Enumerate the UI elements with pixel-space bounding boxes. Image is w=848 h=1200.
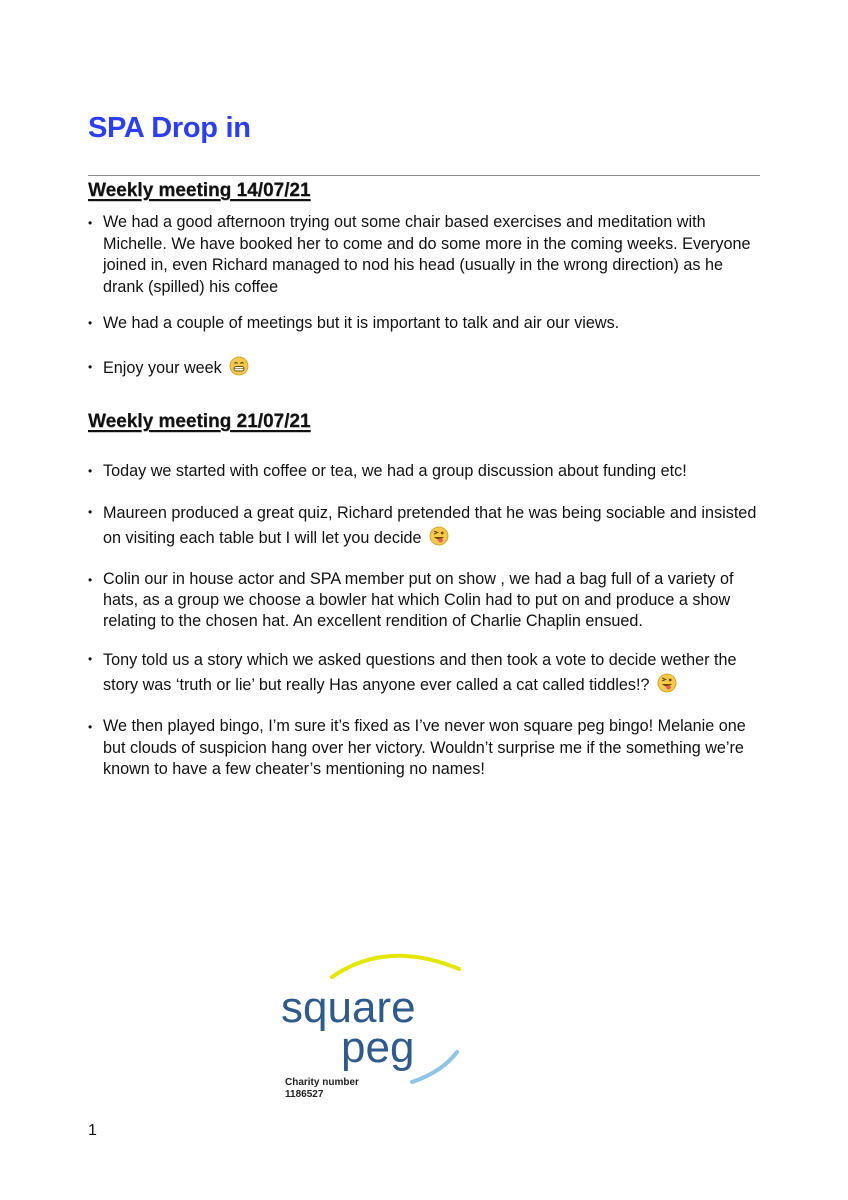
list-item: • Tony told us a story which we asked questions and then took a vote to decide wether the story was ‘truth or lie’ but really Has anyone ever called a cat called tiddles!? (88, 648, 760, 698)
logo-word-square: square (281, 983, 416, 1032)
page-number: 1 (88, 1122, 97, 1139)
logo-arc-yellow (332, 956, 459, 977)
bullet-icon: • (88, 360, 93, 374)
list-item: • Maureen produced a great quiz, Richard pretended that he was being sociable and insisted on visiting each table but I will let you decide (88, 501, 760, 551)
bullet-icon: • (88, 216, 93, 230)
list-item: • Enjoy your week (88, 356, 760, 379)
logo-arc-blue (412, 1052, 457, 1082)
section-heading-1: Weekly meeting 14/07/21 (88, 180, 311, 201)
section-heading-2: Weekly meeting 21/07/21 (88, 411, 311, 432)
charity-number: 1186527 (285, 1089, 324, 1100)
winking-tongue-emoji-icon (657, 673, 677, 693)
bullet-icon: • (88, 316, 93, 330)
charity-label: Charity number (285, 1077, 359, 1088)
bullet-icon: • (88, 573, 93, 587)
list-item: • We then played bingo, I’m sure it’s fixed as I’ve never won square peg bingo! Melanie one but clouds of suspicion hang over her victory. Wouldn’t surprise me if the something we’re known to have a few cheater’s mentioning no names! (88, 717, 746, 778)
bullet-icon: • (88, 720, 93, 734)
list-item: • Colin our in house actor and SPA member put on show , we had a bag full of a variety of hats, as a group we choose a bowler hat which Colin had to put on and produce a show relating to the chosen hat. An excellent rendition of Charlie Chaplin ensued. (88, 570, 734, 630)
document-title: SPA Drop in (88, 112, 251, 144)
list-item: • We had a good afternoon trying out some chair based exercises and meditation with Michelle. We have booked her to come and do some more in the coming weeks. Everyone joined in, even Richard managed to nod his head (usually in the wrong direction) as he drank (spilled) his coffee (88, 213, 751, 296)
bullet-icon: • (88, 652, 93, 666)
logo-word-peg: peg (341, 1023, 415, 1072)
bullet-icon: • (88, 464, 93, 478)
bullet-icon: • (88, 505, 93, 519)
grinning-emoji-icon (229, 356, 249, 376)
list-item: • Today we started with coffee or tea, we had a group discussion about funding etc! (88, 462, 687, 480)
list-item: • We had a couple of meetings but it is important to talk and air our views. (88, 314, 620, 332)
title-divider (88, 175, 760, 176)
winking-tongue-emoji-icon (429, 526, 449, 546)
square-peg-logo (277, 947, 467, 1107)
